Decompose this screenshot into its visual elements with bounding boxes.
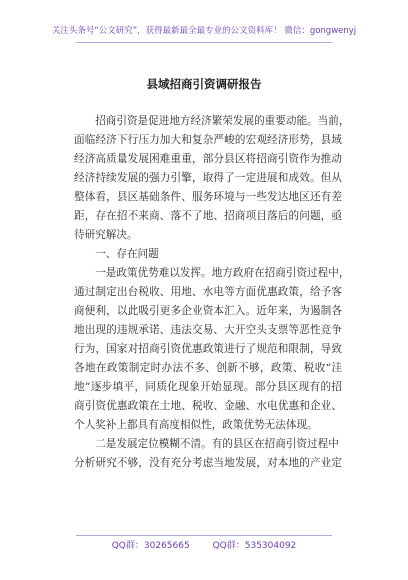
- footer-qq-group-2: QQ群：535304092: [212, 541, 297, 551]
- document-title: 县域招商引资调研报告: [146, 77, 262, 91]
- body-line: 各地在政策制定时办法不多、创新不够，政策、税收“洼: [74, 362, 342, 374]
- body-line: 二是发展定位模糊不清。有的县区在招商引资过程中: [95, 438, 339, 450]
- section-heading: 一、存在问题: [95, 248, 159, 260]
- body-line: 个人奖补上都具有高度相似性，政策优势无法体现。: [74, 419, 318, 431]
- body-line: 行为，国家对招商引资优惠政策进行了规范和限制，导致: [74, 343, 342, 355]
- footer-qq-group-1: QQ群：30265665: [111, 541, 190, 551]
- body-line: 距，存在招不来商、落不了地、招商项目落后的问题，亟: [74, 210, 342, 222]
- page-footer: [0, 538, 408, 551]
- body-line: 地出现的违规承诺、违法交易、大开空头支票等恶性竞争: [74, 324, 342, 336]
- body-line: 待研究解决。: [74, 229, 138, 241]
- body-line: 经济持续发展的强力引擎，取得了一定进展和成效。但从: [74, 172, 342, 184]
- body-line: 一是政策优势难以发挥。地方政府在招商引资过程中，: [95, 267, 350, 279]
- page-header: 关注头条号“公文研究”，获得最新最全最专业的公文资料库！ 微信：gongwenyj: [51, 26, 357, 36]
- body-line: 面临经济下行压力加大和复杂严峻的宏观经济形势，县域: [74, 134, 342, 146]
- body-line: 分析研究不够，没有充分考虑当地发展，对本地的产业定: [74, 457, 342, 469]
- document-body: [74, 112, 350, 473]
- header-divider: [76, 42, 332, 43]
- body-line: 地”逐步填平，同质化现象开始显现。部分县区现有的招: [74, 381, 342, 393]
- body-line: 商引资优惠政策在土地、税收、金融、水电优惠和企业、: [74, 400, 342, 412]
- footer-divider: [76, 535, 332, 536]
- body-line: 通过制定出台税收、用地、水电等方面优惠政策，给予客: [74, 286, 342, 298]
- body-line: 商便利，以此吸引更多企业资本汇入。近年来，为遏制各: [74, 305, 342, 317]
- body-line: 招商引资是促进地方经济繁荣发展的重要动能。当前，: [95, 115, 350, 127]
- body-line: 整体看，县区基础条件、服务环境与一些发达地区还有差: [74, 191, 342, 203]
- body-line: 经济高质量发展困难重重，部分县区将招商引资作为推动: [74, 153, 342, 165]
